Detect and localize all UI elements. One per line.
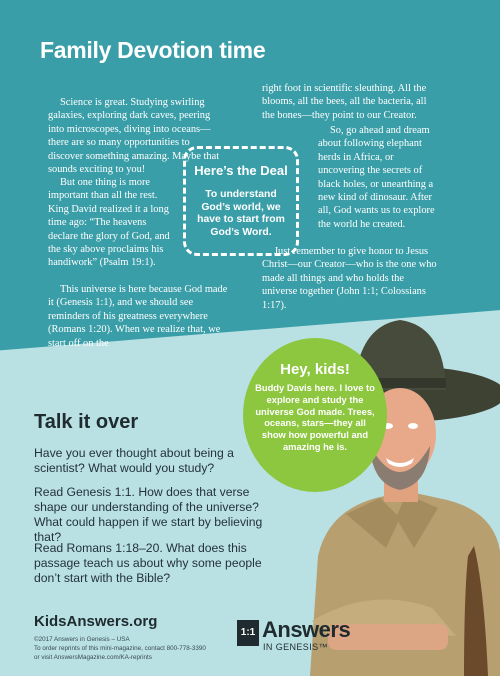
devotion-paragraph-3: This universe is here because God made it (Genesis 1:1), and we should see reminders of his greatness everywhere (Romans 1:20). When we realize that, we start off on the [48,284,228,349]
site-link[interactable]: KidsAnswers.org [34,613,158,630]
copyright-line: ©2017 Answers in Genesis – USA [34,636,130,643]
devotion-paragraph-6: Just remember to give honor to Jesus Christ—our Creator—who is the one who made all things and who holds the universe together (John 1:1; Colossians 1:17). [262,246,437,311]
logo-wordmark: Answers [262,617,351,642]
deal-callout [183,146,299,256]
reprint-line-2: or visit AnswersMagazine.com/KA-reprints [34,654,152,661]
talk-question-3: Read Romans 1:18–20. What does this passage teach us about why some people don’t start with the Bible? [34,541,262,585]
devotion-paragraph-5: So, go ahead and dream about following elephant herds in Africa, or uncovering the secrets of black holes, or unearthing a new kind of dinosaur. After all, God wants us to explore the world he created. [318,125,435,230]
reprint-line-1: To order reprints of this mini-magazine, contact 800-778-3390 [34,645,206,652]
devotion-paragraph-2: But one thing is more important than all the rest. King David realized it a long time ago: “The heavens declare the glory of God, and the sky above proclaims his handiwork” (Psalm 19:1). [48,177,170,269]
devotion-left-column-middle [48,176,174,270]
talk-question-2: Read Genesis 1:1. How does that verse shape our understanding of the universe? What could happen if we start by believing that? [34,485,263,544]
logo-subtitle: IN GENESIS™ [263,642,328,652]
deal-body: To understand God’s world, we have to start from God’s Word. [197,189,285,238]
devotion-right-column-middle [318,124,440,231]
bubble-title: Hey, kids! [280,361,350,378]
devotion-paragraph-1: Science is great. Studying swirling galaxies, exploring dark caves, peering into microscopes, diving into oceans—there are so many opportunities to discover something amazing. Maybe that sounds exciting to you! [48,97,220,176]
talk-heading: Talk it over [34,411,139,433]
talk-question-1: Have you ever thought about being a scientist? What would you study? [34,446,234,475]
deal-title: Here’s the Deal [194,163,288,178]
devotion-right-column-top [262,82,438,122]
answers-in-genesis-logo [237,617,447,666]
logo-mark: 1:1 [237,620,259,646]
page-title: Family Devotion time [40,37,266,63]
devotion-left-column-bottom [48,283,232,350]
bubble-body: Buddy Davis here. I love to explore and study the universe God made. Trees, oceans, stars—they all show how powerful and amazing he is. [255,382,375,452]
devotion-paragraph-4: right foot in scientific sleuthing. All the blooms, all the bees, all the bacteria, all the bones—they point to our Creator. [262,83,427,121]
